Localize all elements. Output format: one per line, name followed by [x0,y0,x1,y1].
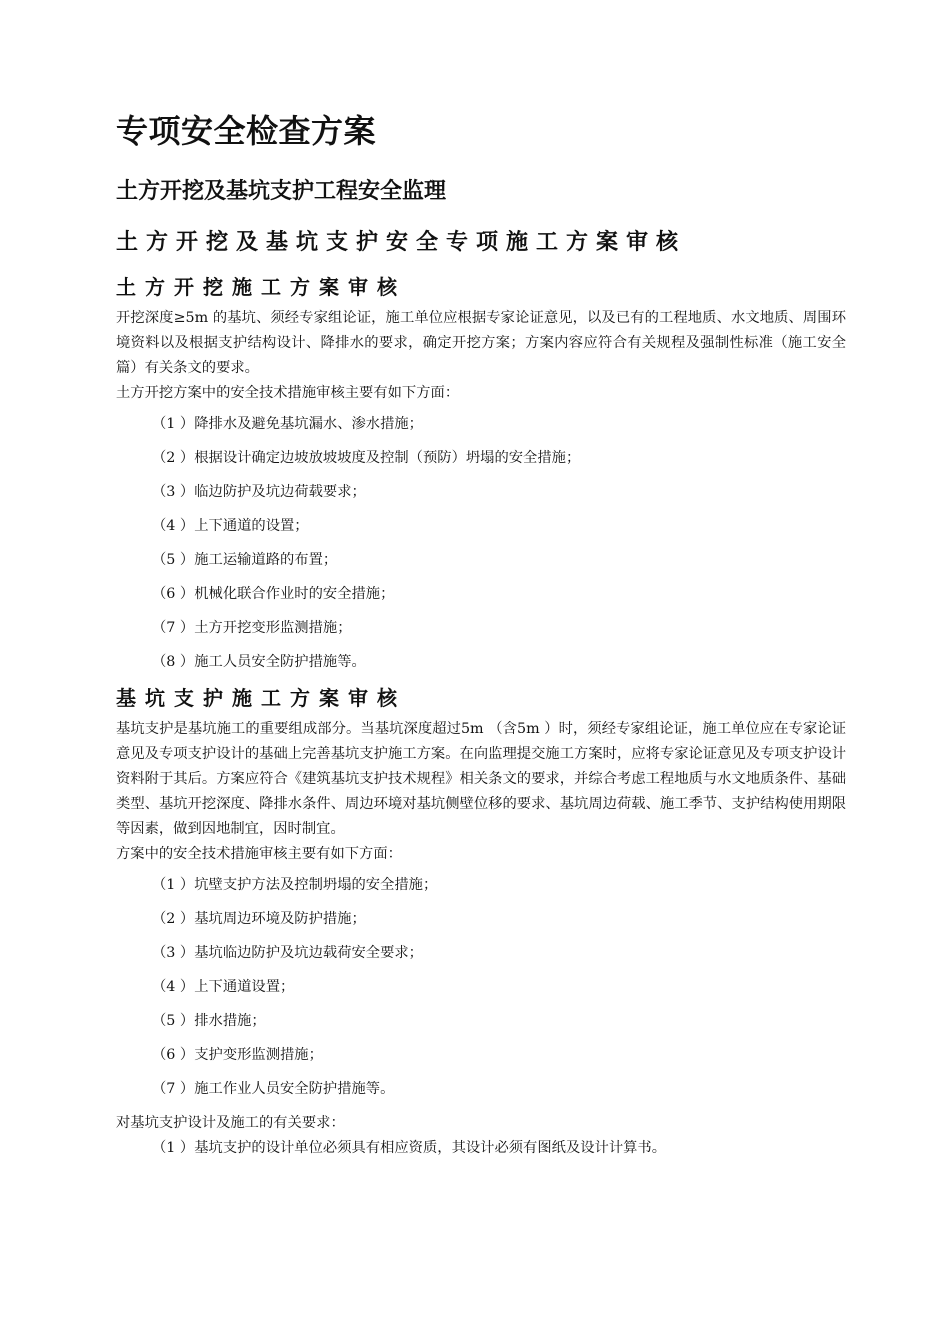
list-item: （6 ）机械化联合作业时的安全措施； [152,586,395,602]
list-item: （4 ）上下通道设置； [152,979,295,995]
list-item: （5 ）施工运输道路的布置； [152,552,338,568]
excavation-intro: 开挖深度≥5m 的基坑、须经专家组论证，施工单位应根据专家论证意见，以及已有的工程地质、水文地质、周围环境资料以及根据支护结构设计、降排水的要求，确定开挖方案；方案内容应符合有关规程及强制性标准（施工安全篇）有关条文的要求。 [116,310,846,376]
list-item: （3 ）临边防护及坑边荷载要求； [152,484,366,500]
excavation-lead: 土方开挖方案中的安全技术措施审核主要有如下方面： [116,385,460,401]
support-lead: 方案中的安全技术措施审核主要有如下方面： [116,846,402,862]
list-item: （2 ）基坑周边环境及防护措施； [152,911,366,927]
list-item: （1 ）坑壁支护方法及控制坍塌的安全措施； [152,877,438,893]
support-intro: 基坑支护是基坑施工的重要组成部分。当基坑深度超过5m （含5m ）时，须经专家组论证，施工单位应在专家论证意见及专项支护设计的基础上完善基坑支护施工方案。在向监理提交施工方案时，应将专家论证意见及专项支护设计资料附于其后。方案应符合《建筑基坑支护技术规程》相关条文的要求，并综合考虑工程地质与水文地质条件、基础类型、基坑开挖深度、降排水条件、周边环境对基坑侧壁位移的要求、基坑周边荷载、施工季节、支护结构使用期限等因素，做到因地制宜，因时制宜。 [116,721,846,837]
support-list [116,873,846,1102]
list-item: （4 ）上下通道的设置； [152,518,309,534]
list-item: （1 ）基坑支护的设计单位必须具有相应资质，其设计必须有图纸及设计计算书。 [152,1140,667,1156]
section-title: 土方开挖及基坑支护安全专项施工方案审核 [116,230,687,255]
list-item: （2 ）根据设计确定边坡放坡坡度及控制（预防）坍塌的安全措施； [152,450,581,466]
support-heading: 基坑支护施工方案审核 [116,686,406,710]
excavation-list [116,412,846,675]
list-item: （7 ）土方开挖变形监测措施； [152,620,352,636]
document-title: 专项安全检查方案 [116,112,377,150]
list-item: （6 ）支护变形监测措施； [152,1047,323,1063]
list-item: （8 ）施工人员安全防护措施等。 [152,654,366,670]
list-item: （3 ）基坑临边防护及坑边载荷安全要求； [152,945,423,961]
list-item: （7 ）施工作业人员安全防护措施等。 [152,1081,395,1097]
list-item: （5 ）排水措施； [152,1013,266,1029]
document-body [116,104,846,1170]
excavation-heading: 土方开挖施工方案审核 [116,275,406,299]
design-requirements-lead: 对基坑支护设计及施工的有关要求： [116,1115,345,1131]
list-item: （1 ）降排水及避免基坑漏水、渗水措施； [152,416,423,432]
design-requirements-list [116,1136,846,1161]
document-subtitle: 土方开挖及基坑支护工程安全监理 [116,179,447,204]
